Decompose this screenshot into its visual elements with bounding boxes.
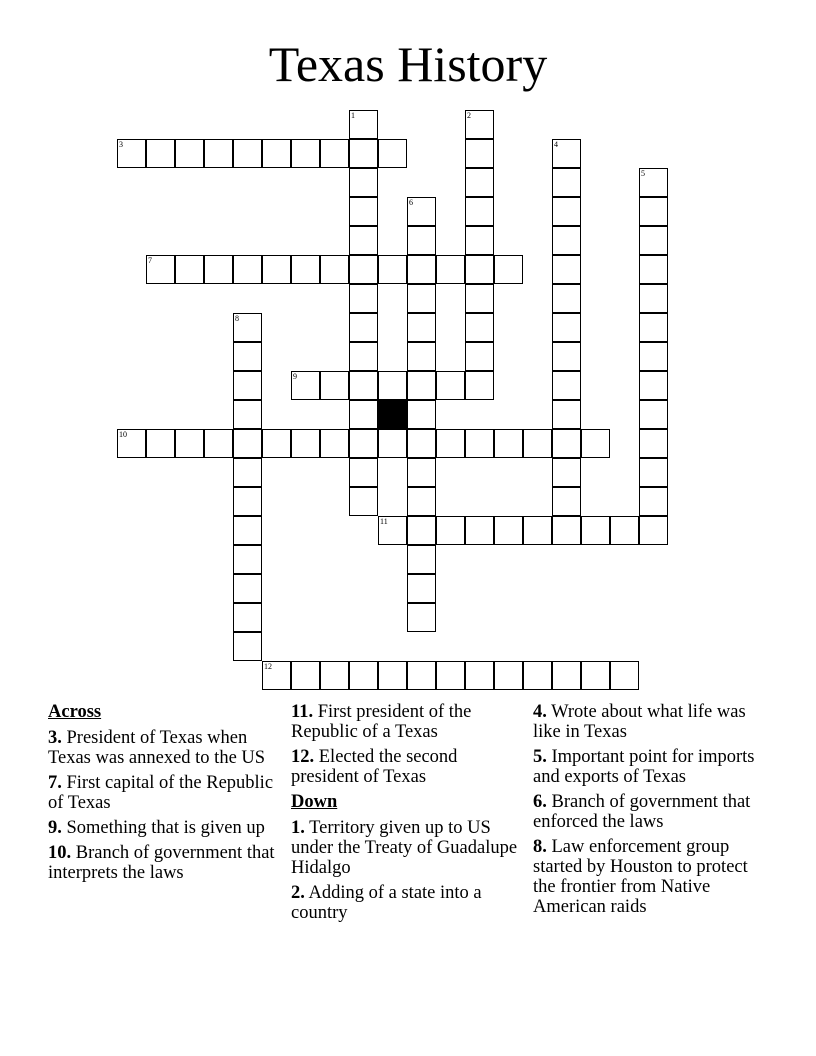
grid-cell[interactable] bbox=[204, 139, 233, 168]
grid-cell[interactable] bbox=[407, 574, 436, 603]
across-heading: Across bbox=[48, 702, 102, 722]
grid-cell[interactable] bbox=[639, 255, 668, 284]
cell-number: 12 bbox=[264, 662, 272, 671]
grid-cell[interactable] bbox=[233, 458, 262, 487]
grid-cell[interactable] bbox=[262, 139, 291, 168]
grid-cell[interactable] bbox=[465, 371, 494, 400]
grid-cell[interactable] bbox=[233, 574, 262, 603]
grid-cell[interactable] bbox=[639, 458, 668, 487]
grid-cell[interactable] bbox=[494, 255, 523, 284]
clue-text: Wrote about what life was like in Texas bbox=[533, 702, 746, 742]
grid-cell[interactable] bbox=[639, 284, 668, 313]
grid-cell[interactable] bbox=[639, 168, 668, 197]
grid-cell[interactable] bbox=[494, 516, 523, 545]
clue-down-1 bbox=[291, 818, 521, 878]
grid-cell[interactable] bbox=[552, 487, 581, 516]
grid-cell[interactable] bbox=[262, 661, 291, 690]
clue-number: 7. bbox=[48, 773, 62, 793]
grid-cell[interactable] bbox=[552, 400, 581, 429]
grid-cell[interactable] bbox=[233, 313, 262, 342]
grid-cell[interactable] bbox=[581, 661, 610, 690]
grid-cell[interactable] bbox=[639, 516, 668, 545]
grid-cell[interactable] bbox=[262, 429, 291, 458]
grid-cell[interactable] bbox=[233, 603, 262, 632]
grid-cell[interactable] bbox=[639, 400, 668, 429]
page-title: Texas History bbox=[268, 36, 548, 92]
grid-cell[interactable] bbox=[320, 371, 349, 400]
grid-cell[interactable] bbox=[407, 429, 436, 458]
grid-cell[interactable] bbox=[581, 516, 610, 545]
grid-cell[interactable] bbox=[291, 661, 320, 690]
clue-text: Law enforcement group started by Houston to protect the frontier from Native American raids bbox=[533, 837, 748, 917]
grid-cell[interactable] bbox=[291, 255, 320, 284]
grid-cell[interactable] bbox=[407, 284, 436, 313]
grid-cell[interactable] bbox=[552, 371, 581, 400]
grid-cell[interactable] bbox=[349, 168, 378, 197]
grid-cell[interactable] bbox=[552, 429, 581, 458]
grid-cell[interactable] bbox=[465, 516, 494, 545]
grid-cell[interactable] bbox=[407, 603, 436, 632]
cell-number: 7 bbox=[148, 256, 152, 265]
grid-cell[interactable] bbox=[552, 226, 581, 255]
grid-cell[interactable] bbox=[407, 313, 436, 342]
grid-cell[interactable] bbox=[378, 516, 407, 545]
clues-column-1 bbox=[48, 702, 278, 888]
grid-cell[interactable] bbox=[552, 313, 581, 342]
grid-cell[interactable] bbox=[436, 429, 465, 458]
cell-number: 10 bbox=[119, 430, 127, 439]
grid-cell[interactable] bbox=[320, 429, 349, 458]
grid-cell[interactable] bbox=[407, 545, 436, 574]
cell-number: 1 bbox=[351, 111, 355, 120]
grid-cell[interactable] bbox=[465, 226, 494, 255]
grid-cell[interactable] bbox=[175, 429, 204, 458]
grid-cell[interactable] bbox=[465, 139, 494, 168]
grid-cell[interactable] bbox=[610, 516, 639, 545]
grid-cell[interactable] bbox=[523, 429, 552, 458]
grid-cell[interactable] bbox=[552, 168, 581, 197]
grid-cell[interactable] bbox=[349, 661, 378, 690]
grid-cell[interactable] bbox=[146, 429, 175, 458]
cell-number: 9 bbox=[293, 372, 297, 381]
grid-cell[interactable] bbox=[378, 661, 407, 690]
grid-cell[interactable] bbox=[291, 429, 320, 458]
grid-cell[interactable] bbox=[117, 139, 146, 168]
grid-cell[interactable] bbox=[146, 139, 175, 168]
clue-number: 9. bbox=[48, 818, 62, 838]
cell-number: 3 bbox=[119, 140, 123, 149]
grid-cell[interactable] bbox=[204, 255, 233, 284]
grid-cell[interactable] bbox=[465, 313, 494, 342]
grid-cell[interactable] bbox=[552, 661, 581, 690]
grid-cell[interactable] bbox=[639, 313, 668, 342]
clue-across-11 bbox=[291, 702, 521, 742]
grid-cell[interactable] bbox=[117, 429, 146, 458]
grid-cell[interactable] bbox=[204, 429, 233, 458]
grid-cell[interactable] bbox=[349, 313, 378, 342]
grid-cell[interactable] bbox=[407, 661, 436, 690]
grid-cell[interactable] bbox=[581, 429, 610, 458]
grid-cell[interactable] bbox=[233, 545, 262, 574]
clue-down-2 bbox=[291, 883, 521, 923]
clue-text: Important point for imports and exports of Texas bbox=[533, 747, 755, 787]
clue-text: Elected the second president of Texas bbox=[291, 747, 458, 787]
grid-cell[interactable] bbox=[639, 429, 668, 458]
grid-cell[interactable] bbox=[291, 139, 320, 168]
grid-cell[interactable] bbox=[349, 487, 378, 516]
clue-number: 10. bbox=[48, 843, 72, 863]
grid-cell[interactable] bbox=[552, 139, 581, 168]
grid-cell[interactable] bbox=[639, 487, 668, 516]
grid-cell[interactable] bbox=[349, 429, 378, 458]
clue-number: 6. bbox=[533, 792, 547, 812]
grid-cell[interactable] bbox=[233, 487, 262, 516]
cell-number: 11 bbox=[380, 517, 388, 526]
grid-cell[interactable] bbox=[639, 226, 668, 255]
clue-text: Territory given up to US under the Treaty of Guadalupe Hidalgo bbox=[291, 818, 518, 878]
grid-cell[interactable] bbox=[552, 516, 581, 545]
grid-cell[interactable] bbox=[349, 342, 378, 371]
grid-cell[interactable] bbox=[378, 139, 407, 168]
grid-cell[interactable] bbox=[349, 110, 378, 139]
grid-cell[interactable] bbox=[407, 516, 436, 545]
clue-number: 1. bbox=[291, 818, 305, 838]
clue-number: 2. bbox=[291, 883, 305, 903]
grid-cell[interactable] bbox=[349, 371, 378, 400]
grid-cell[interactable] bbox=[407, 487, 436, 516]
clue-across-12 bbox=[291, 747, 521, 787]
grid-cell[interactable] bbox=[378, 255, 407, 284]
grid-cell[interactable] bbox=[233, 516, 262, 545]
clue-number: 4. bbox=[533, 702, 547, 722]
grid-cell[interactable] bbox=[262, 255, 291, 284]
grid-cell[interactable] bbox=[552, 458, 581, 487]
cell-number: 4 bbox=[554, 140, 558, 149]
grid-cell[interactable] bbox=[320, 255, 349, 284]
grid-cell[interactable] bbox=[378, 429, 407, 458]
grid-cell[interactable] bbox=[233, 400, 262, 429]
grid-cell[interactable] bbox=[436, 255, 465, 284]
grid-cell[interactable] bbox=[494, 661, 523, 690]
grid-cell[interactable] bbox=[233, 255, 262, 284]
down-heading: Down bbox=[291, 792, 338, 812]
cell-number: 2 bbox=[467, 111, 471, 120]
clues-column-3 bbox=[533, 702, 763, 922]
grid-cell[interactable] bbox=[494, 429, 523, 458]
grid-cell[interactable] bbox=[465, 342, 494, 371]
clue-down-4 bbox=[533, 702, 763, 742]
grid-cell[interactable] bbox=[291, 371, 320, 400]
grid-cell[interactable] bbox=[465, 429, 494, 458]
grid-cell[interactable] bbox=[349, 139, 378, 168]
grid-cell[interactable] bbox=[233, 139, 262, 168]
grid-cell[interactable] bbox=[436, 661, 465, 690]
grid-cell[interactable] bbox=[465, 168, 494, 197]
grid-cell[interactable] bbox=[552, 255, 581, 284]
clue-across-3 bbox=[48, 728, 278, 768]
grid-cell[interactable] bbox=[407, 226, 436, 255]
grid-cell[interactable] bbox=[465, 110, 494, 139]
grid-cell[interactable] bbox=[465, 284, 494, 313]
grid-cell[interactable] bbox=[233, 371, 262, 400]
clue-number: 3. bbox=[48, 728, 62, 748]
clue-text: President of Texas when Texas was annexed to the US bbox=[48, 728, 266, 768]
grid-cell[interactable] bbox=[349, 197, 378, 226]
grid-cell[interactable] bbox=[639, 342, 668, 371]
grid-cell[interactable] bbox=[436, 516, 465, 545]
grid-cell[interactable] bbox=[233, 342, 262, 371]
grid-cell[interactable] bbox=[146, 255, 175, 284]
clue-text: Branch of government that enforced the laws bbox=[533, 792, 751, 832]
grid-cell[interactable] bbox=[349, 458, 378, 487]
grid-cell[interactable] bbox=[407, 371, 436, 400]
grid-cell[interactable] bbox=[465, 661, 494, 690]
cell-number: 6 bbox=[409, 198, 413, 207]
cell-number: 8 bbox=[235, 314, 239, 323]
clue-down-5 bbox=[533, 747, 763, 787]
grid-cell[interactable] bbox=[552, 197, 581, 226]
grid-block bbox=[378, 400, 407, 429]
grid-cell[interactable] bbox=[320, 661, 349, 690]
grid-cell[interactable] bbox=[436, 371, 465, 400]
grid-cell[interactable] bbox=[610, 661, 639, 690]
clues-column-2 bbox=[291, 702, 521, 928]
grid-cell[interactable] bbox=[523, 661, 552, 690]
grid-cell[interactable] bbox=[175, 255, 204, 284]
clue-number: 8. bbox=[533, 837, 547, 857]
grid-cell[interactable] bbox=[233, 429, 262, 458]
grid-cell[interactable] bbox=[639, 371, 668, 400]
grid-cell[interactable] bbox=[349, 400, 378, 429]
grid-cell[interactable] bbox=[349, 226, 378, 255]
clue-text: First president of the Republic of a Texas bbox=[291, 702, 472, 742]
grid-cell[interactable] bbox=[407, 400, 436, 429]
clue-across-7 bbox=[48, 773, 278, 813]
grid-cell[interactable] bbox=[552, 284, 581, 313]
clue-text: Adding of a state into a country bbox=[291, 883, 482, 923]
clue-down-6 bbox=[533, 792, 763, 832]
grid-cell[interactable] bbox=[175, 139, 204, 168]
grid-cell[interactable] bbox=[349, 255, 378, 284]
grid-cell[interactable] bbox=[407, 342, 436, 371]
clue-across-10 bbox=[48, 843, 278, 883]
clue-across-9 bbox=[48, 818, 278, 838]
grid-cell[interactable] bbox=[378, 371, 407, 400]
grid-cell[interactable] bbox=[320, 139, 349, 168]
grid-cell[interactable] bbox=[639, 197, 668, 226]
grid-cell[interactable] bbox=[407, 255, 436, 284]
grid-cell[interactable] bbox=[552, 342, 581, 371]
clue-text: Something that is given up bbox=[66, 818, 265, 838]
grid-cell[interactable] bbox=[349, 284, 378, 313]
clue-number: 11. bbox=[291, 702, 314, 722]
grid-cell[interactable] bbox=[233, 632, 262, 661]
grid-cell[interactable] bbox=[523, 516, 552, 545]
cell-number: 5 bbox=[641, 169, 645, 178]
grid-cell[interactable] bbox=[465, 255, 494, 284]
clue-down-8 bbox=[533, 837, 763, 917]
grid-cell[interactable] bbox=[407, 197, 436, 226]
grid-cell[interactable] bbox=[465, 197, 494, 226]
clue-text: First capital of the Republic of Texas bbox=[48, 773, 274, 813]
clue-number: 5. bbox=[533, 747, 547, 767]
clue-number: 12. bbox=[291, 747, 315, 767]
grid-cell[interactable] bbox=[407, 458, 436, 487]
clue-text: Branch of government that interprets the laws bbox=[48, 843, 275, 883]
